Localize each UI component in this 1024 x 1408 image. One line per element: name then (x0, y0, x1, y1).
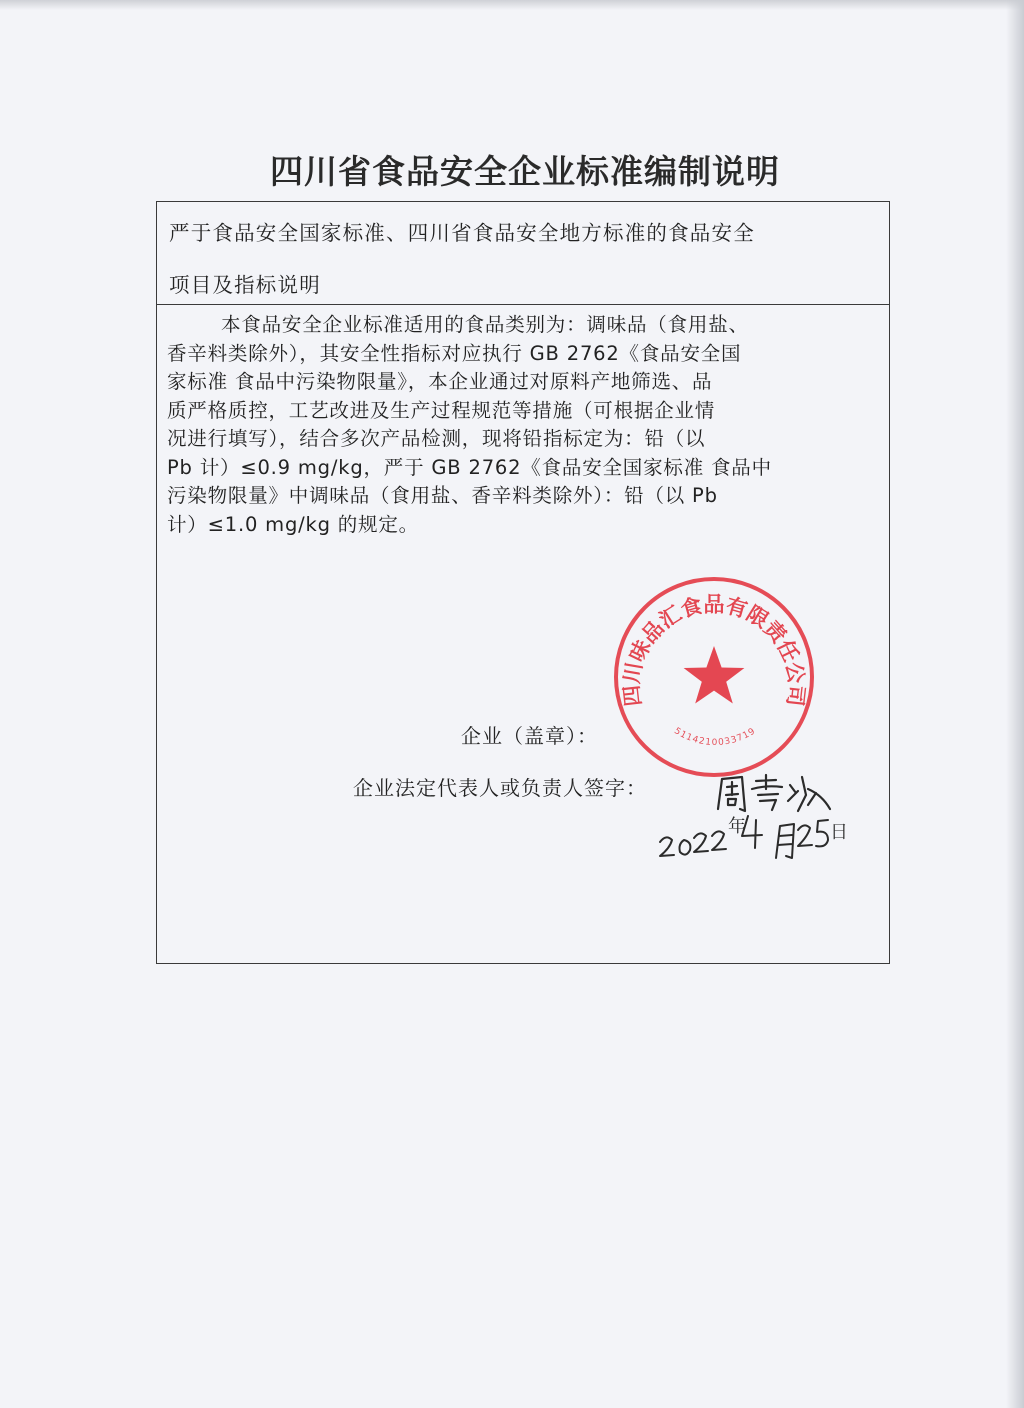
seal-company-name: 四川味品汇食品有限责任公司 (619, 592, 809, 708)
date-year-unit: 年 (728, 816, 746, 837)
body-line-5: 况进行填写），结合多次产品检测，现将铅指标定为：铅（以 (167, 427, 706, 450)
date-day-unit: 日 (830, 822, 848, 843)
seal-star-icon (684, 646, 745, 704)
seal-label: 企业（盖章）： (461, 724, 598, 748)
header-line-1: 严于食品安全国家标准、四川省食品安全地方标准的食品安全 (169, 221, 755, 245)
body-line-8: 计）≤1.0 mg/kg 的规定。 (167, 513, 419, 536)
seal-registration-code: 5114210033719 (672, 726, 758, 749)
header-line-2: 项目及指标说明 (169, 273, 321, 297)
scan-shadow-right (1006, 0, 1024, 1408)
body-line-2: 香辛料类除外），其安全性指标对应执行 GB 2762《食品安全国 (167, 342, 742, 365)
body-line-1: 本食品安全企业标准适用的食品类别为：调味品（食用盐、 (221, 313, 749, 336)
document-title: 四川省食品安全企业标准编制说明 (270, 152, 780, 191)
scan-shadow-top (0, 0, 1024, 10)
representative-signature-label: 企业法定代表人或负责人签字： (353, 776, 647, 800)
handwritten-signature (712, 765, 842, 817)
body-line-6: Pb 计）≤0.9 mg/kg，严于 GB 2762《食品安全国家标准 食品中 (167, 456, 772, 479)
company-seal (611, 574, 817, 780)
body-line-7: 污染物限量》中调味品（食用盐、香辛料类除外）：铅（以 Pb (167, 484, 718, 507)
header-cell (157, 202, 889, 305)
body-line-4: 质严格质控，工艺改进及生产过程规范等措施（可根据企业情 (167, 399, 716, 422)
handwritten-date (658, 812, 848, 872)
body-line-3: 家标准 食品中污染物限量》，本企业通过对原料产地筛选、品 (167, 370, 713, 393)
